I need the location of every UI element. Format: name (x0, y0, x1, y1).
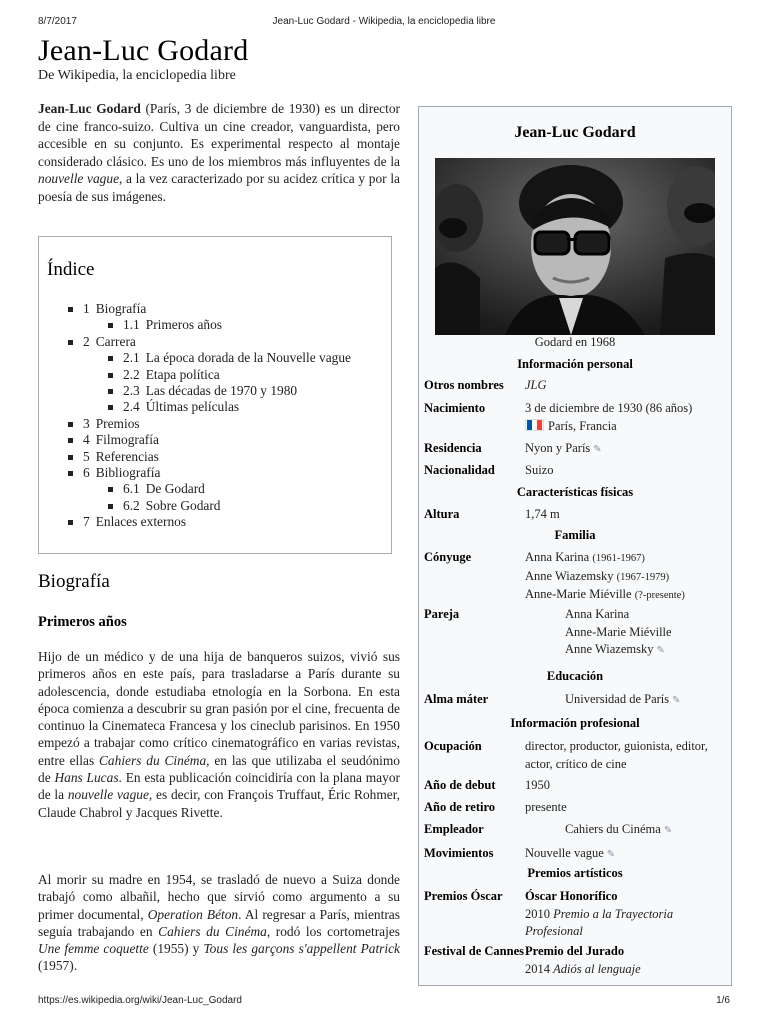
toc-label: Bibliografía (95, 464, 161, 480)
toc-num: 6.2 (123, 497, 140, 513)
section-heading-biografia: Biografía (38, 571, 110, 592)
toc-label: De Godard (145, 481, 205, 497)
toc-label: Carrera (95, 333, 136, 349)
cannes-title[interactable]: Premio del Jurado (525, 944, 625, 958)
toc-item-sobre-godard[interactable] (39, 498, 391, 514)
value-residencia (525, 440, 727, 459)
toc-num: 6 (83, 464, 90, 480)
toc-label: Enlaces externos (95, 514, 187, 530)
label-oscar: Premios Óscar (424, 889, 503, 903)
residencia-text[interactable]: Nyon y París (525, 441, 591, 455)
label-ocupacion: Ocupación (424, 739, 482, 753)
oscar-description: Premio a la Trayectoria Profesional (525, 906, 674, 939)
subsection-heading-primeros-anos: Primeros años (38, 614, 127, 630)
spouse-dates: (?-presente) (634, 590, 685, 602)
toc-num: 1.1 (123, 317, 140, 333)
label-otros-nombres: Otros nombres (424, 378, 504, 392)
print-page-number: 1/6 (716, 995, 730, 1006)
toc-label: Premios (95, 415, 140, 431)
text: . Al regresar a París, mientras seguía trabajando en (38, 906, 400, 939)
value-oscar (525, 888, 727, 941)
alma-mater-link[interactable]: Universidad de París (565, 692, 670, 706)
toc-label: Últimas películas (145, 399, 240, 415)
spouse-dates: (1967-1979) (616, 571, 670, 583)
cannes-year: 2014 (525, 961, 550, 976)
spouse-3[interactable] (525, 586, 727, 605)
lead-name: Jean-Luc Godard (38, 101, 141, 116)
link-une-femme-coquette[interactable]: Une femme coquette (38, 941, 149, 957)
toc-item-enlaces-externos[interactable] (39, 514, 391, 530)
spouse-name: Anne-Marie Miéville (525, 587, 632, 602)
partner-3-row (565, 641, 727, 660)
toc-item-epoca-dorada[interactable] (39, 350, 391, 366)
text: Hijo de un médico y de una hija de banqueros suizos, vivió sus primeros años en este país, para trasladarse a París durante su adolescencia, donde estudiaba etnología en la Sorbona. En esta época comienza a descubrir su gran pasión por el cine, frecuenta de continuo la Cinemateca Francesa y los cineclub parisinos. En 1950 empezó a trabajar como crítico cinematográfico en varias revistas, entre ellas (38, 649, 400, 768)
value-nacimiento (525, 400, 727, 435)
header-professional: Información profesional (510, 716, 640, 730)
edit-pencil-icon[interactable]: ✎ (672, 695, 681, 706)
toc-label: Filmografía (95, 432, 159, 448)
toc-num: 3 (83, 415, 90, 431)
header-personal: Información personal (517, 357, 633, 371)
toc-num: 2 (83, 333, 90, 349)
toc-item-etapa-politica[interactable] (39, 367, 391, 383)
link-cahiers[interactable]: Cahiers du Cinéma (158, 923, 267, 939)
toc-label: Las décadas de 1970 y 1980 (145, 382, 298, 398)
lead-text-2: , a la vez caracterizado por su acidez crítica y por la poesía de sus imágenes. (38, 171, 400, 204)
header-family: Familia (554, 528, 596, 542)
value-otros-nombres (525, 377, 727, 395)
toc-list (39, 301, 391, 530)
otros-nombres-text: JLG (525, 378, 547, 392)
label-movimientos: Movimientos (424, 846, 494, 860)
portrait-photo[interactable] (435, 158, 715, 335)
toc-item-primeros-anos[interactable] (39, 317, 391, 333)
toc-item-carrera[interactable] (39, 334, 391, 350)
paragraph-2 (38, 871, 400, 975)
toc-num: 6.1 (123, 481, 140, 497)
edit-pencil-icon[interactable]: ✎ (663, 825, 673, 836)
edit-pencil-icon[interactable]: ✎ (656, 645, 665, 657)
link-nouvelle-vague[interactable]: nouvelle vague (67, 787, 149, 803)
link-cahiers[interactable]: Cahiers du Cinéma (99, 752, 207, 768)
text: , es decir, con François Truffaut, Éric Rohmer, Claude Chabrol y Jacques Rivette. (38, 787, 401, 820)
toc-label: Etapa política (145, 366, 220, 382)
toc-item-referencias[interactable] (39, 449, 391, 465)
toc-label: Referencias (95, 448, 159, 464)
cannes-detail (525, 961, 727, 979)
italic-hans-lucas: Hans Lucas (54, 770, 119, 786)
lead-nouvelle-vague-link[interactable]: nouvelle vague (38, 171, 120, 187)
empleador-link[interactable]: Cahiers du Cinéma (565, 822, 661, 836)
oscar-title[interactable]: Óscar Honorífico (525, 889, 618, 903)
toc-item-decadas[interactable] (39, 383, 391, 399)
page-tagline: De Wikipedia, la enciclopedia libre (38, 68, 236, 83)
toc-num: 2.3 (123, 382, 140, 398)
toc-label: La época dorada de la Nouvelle vague (145, 350, 351, 366)
toc-num: 2.4 (123, 399, 140, 415)
link-tous-les-garcons[interactable]: Tous les garçons s'appellent Patrick (203, 941, 400, 957)
toc-num: 2.1 (123, 350, 140, 366)
header-physical: Características físicas (516, 485, 634, 499)
paragraph-1 (38, 648, 400, 821)
lead-paragraph (38, 100, 400, 206)
lead-text-1: (París, 3 de diciembre de 1930) es un director de cine franco-suizo. Cultiva un cine creador, vanguardista, pero accesible en su conjunto. Es experimental respecto al montaje considerado clásico. Es uno de los miembros más influyentes de la (38, 101, 400, 169)
partner-2[interactable]: Anne-Marie Miéville (565, 624, 672, 639)
toc-label: Biografía (95, 301, 147, 316)
cannes-description[interactable]: Adiós al lenguaje (553, 961, 641, 976)
movimiento-link[interactable]: Nouvelle vague (525, 846, 604, 860)
value-cannes (525, 943, 727, 978)
print-date: 8/7/2017 (38, 16, 77, 27)
label-debut: Año de debut (424, 778, 496, 792)
spouse-name: Anne Wiazemsky (525, 568, 614, 583)
print-header (0, 16, 768, 30)
spouse-name: Anna Karina (525, 550, 590, 564)
link-operation-beton[interactable]: Operation Béton (147, 906, 239, 922)
france-flag-icon (525, 419, 544, 431)
oscar-detail (525, 906, 727, 941)
label-cannes: Festival de Cannes (424, 944, 524, 958)
value-empleador (565, 821, 727, 840)
photo-caption: Godard en 1968 (534, 335, 616, 349)
toc-num: 7 (83, 514, 90, 530)
value-movimientos (525, 845, 727, 864)
birth-place (525, 418, 727, 436)
toc-item-filmografia[interactable] (39, 432, 391, 448)
label-nacionalidad: Nacionalidad (424, 463, 495, 477)
toc-item-biografia[interactable] (39, 301, 391, 317)
label-conyuge: Cónyuge (424, 550, 472, 564)
header-artistic: Premios artísticos (527, 866, 623, 880)
print-tab-title: Jean-Luc Godard - Wikipedia, la enciclopedia libre (272, 16, 496, 27)
header-education: Educación (546, 669, 604, 683)
value-conyuge (525, 549, 727, 605)
toc-num: 1 (83, 301, 90, 316)
page-title: Jean-Luc Godard (38, 34, 249, 67)
label-pareja: Pareja (424, 607, 460, 621)
portrait-photo-drawing (435, 158, 715, 335)
text: , en las que utilizaba el seudónimo de (38, 752, 400, 786)
toc-item-premios[interactable] (39, 416, 391, 432)
label-altura: Altura (424, 507, 460, 521)
text: (1957). (38, 958, 78, 974)
value-debut: 1950 (525, 778, 550, 792)
text: Al morir su madre en 1954, se trasladó de nuevo a Suiza donde trabajó como albañil, hecho que sirvió como argumento a su primer documental, (38, 872, 400, 922)
label-retiro: Año de retiro (424, 800, 496, 814)
toc-num: 4 (83, 432, 90, 448)
toc-title: Índice (47, 259, 95, 280)
toc-label: Sobre Godard (145, 497, 221, 513)
value-alma-mater (565, 691, 727, 710)
print-url: https://es.wikipedia.org/wiki/Jean-Luc_Godard (38, 995, 242, 1006)
infobox-title: Jean-Luc Godard (514, 124, 636, 141)
value-ocupacion: director, productor, guionista, editor, actor, crítico de cine (525, 739, 708, 771)
edit-pencil-icon[interactable]: ✎ (593, 444, 602, 455)
edit-pencil-icon[interactable]: ✎ (606, 849, 616, 860)
table-of-contents (38, 236, 392, 554)
birth-date[interactable]: 3 de diciembre de 1930 (86 años) (525, 401, 693, 415)
toc-num: 5 (83, 448, 90, 464)
value-nacionalidad[interactable]: Suizo (525, 463, 554, 477)
toc-item-bibliografia[interactable] (39, 465, 391, 481)
partner-1[interactable]: Anna Karina (565, 607, 630, 621)
text: , rodó los cortometrajes (266, 923, 400, 939)
birth-place-link[interactable]: París, Francia (548, 418, 617, 433)
spouse-1[interactable] (525, 549, 727, 568)
partner-3[interactable]: Anne Wiazemsky (565, 642, 654, 657)
value-retiro: presente (525, 800, 567, 814)
text: (1955) y (148, 941, 204, 957)
value-altura: 1,74 m (525, 507, 560, 521)
spouse-2[interactable] (525, 568, 727, 587)
text: . En esta publicación coincidiría con la plana mayor de la (38, 770, 400, 803)
label-residencia: Residencia (424, 441, 482, 455)
label-alma-mater: Alma máter (424, 692, 489, 706)
toc-item-ultimas-peliculas[interactable] (39, 399, 391, 415)
label-nacimiento: Nacimiento (424, 401, 486, 415)
oscar-year: 2010 (525, 906, 550, 921)
spouse-dates: (1961-1967) (592, 553, 645, 564)
toc-item-de-godard[interactable] (39, 481, 391, 497)
label-empleador: Empleador (424, 822, 484, 836)
toc-label: Primeros años (145, 317, 222, 333)
toc-num: 2.2 (123, 366, 140, 382)
infobox (418, 106, 732, 986)
value-pareja (565, 606, 727, 660)
